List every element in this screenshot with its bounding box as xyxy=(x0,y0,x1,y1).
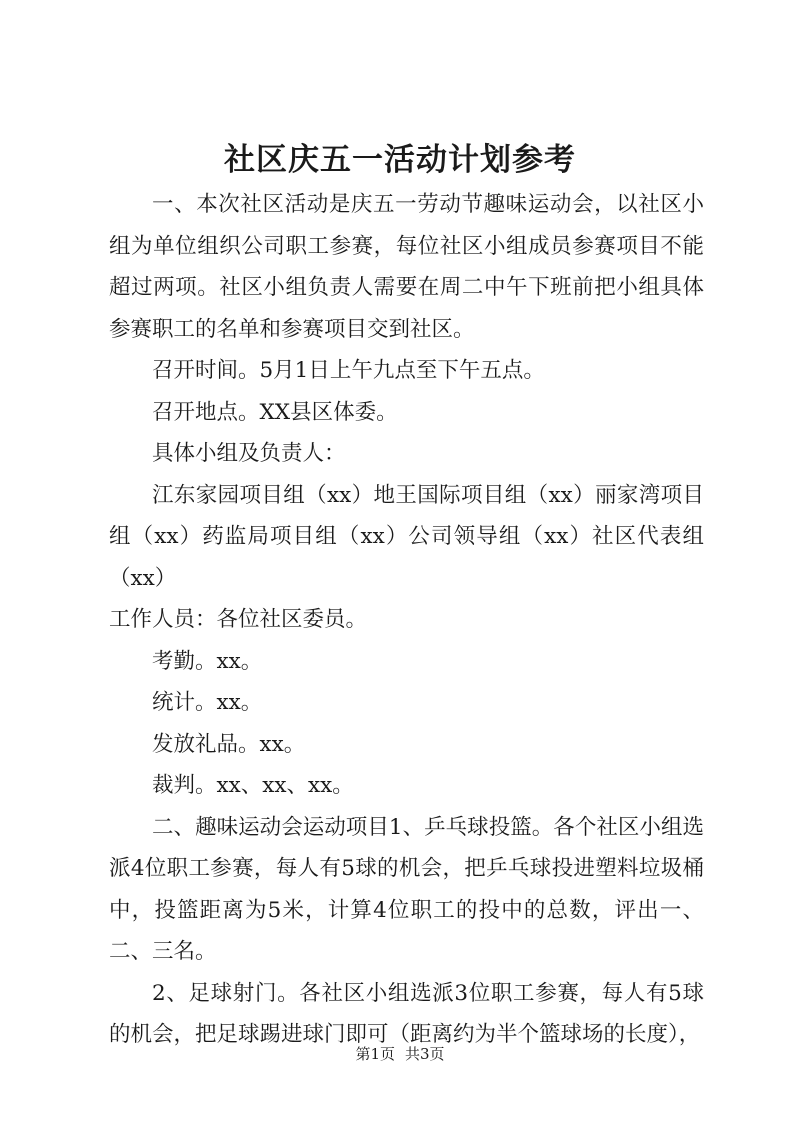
paragraph-groups-list: 江东家园项目组（xx）地王国际项目组（xx）丽家湾项目组（xx）药监局项目组（xx）公司领导组（xx）社区代表组（xx） xyxy=(109,482,704,591)
document-body xyxy=(109,184,704,1056)
paragraph-time: 召开时间。5月1日上午九点至下午五点。 xyxy=(152,358,545,383)
paragraph-intro: 一、本次社区活动是庆五一劳动节趣味运动会，以社区小组为单位组织公司职工参赛，每位社区小组成员参赛项目不能超过两项。社区小组负责人需要在周二中午下班前把小组具体参赛职工的名单和参赛项目交到社区。 xyxy=(109,192,704,342)
paragraph-referees: 裁判。xx、xx、xx。 xyxy=(152,773,354,798)
paragraph-statistics: 统计。xx。 xyxy=(152,690,263,715)
page-total: 共3页 xyxy=(405,1045,445,1063)
paragraph-gifts: 发放礼品。xx。 xyxy=(152,731,306,757)
paragraph-location: 召开地点。XX县区体委。 xyxy=(152,399,398,425)
document-title: 社区庆五一活动计划参考 xyxy=(224,142,576,178)
paragraph-event-football: 2、足球射门。各社区小组选派3位职工参赛，每人有5球的机会，把足球踢进球门即可（距离约为半个篮球场的长度）， xyxy=(109,980,704,1047)
paragraph-groups-heading: 具体小组及负责人： xyxy=(152,441,346,466)
paragraph-event-pingpong: 二、趣味运动会运动项目1、乒乓球投篮。各个社区小组选派4位职工参赛，每人有5球的机会，把乒乓球投进塑料垃圾桶中，投篮距离为5米，计算4位职工的投中的总数，评出一、二、三名。 xyxy=(109,814,704,964)
page-number: 第1页 xyxy=(355,1045,395,1063)
page-footer xyxy=(0,1043,800,1065)
paragraph-staff: 工作人员：各位社区委员。 xyxy=(109,607,368,632)
paragraph-attendance: 考勤。xx。 xyxy=(152,648,263,674)
